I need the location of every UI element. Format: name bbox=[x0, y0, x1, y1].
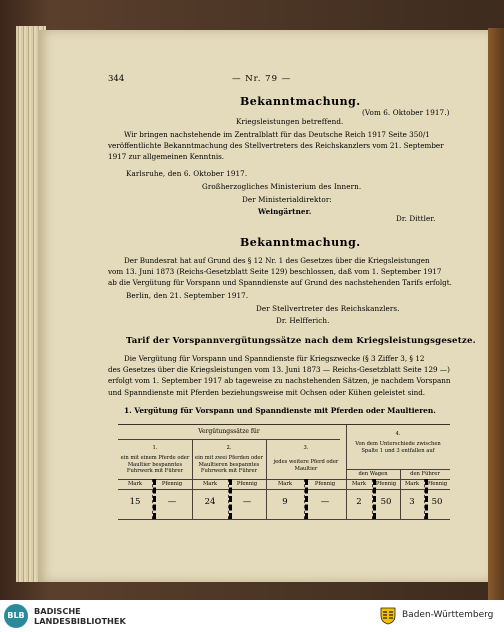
column-number: 4. bbox=[395, 431, 401, 437]
notice1-role: Der Ministerialdirektor: bbox=[242, 195, 332, 204]
unit-mark: Mark bbox=[202, 481, 218, 487]
column-label-line: Spalte 1 und 3 entfallen auf bbox=[361, 447, 435, 454]
notice2-signer: Dr. Helfferich. bbox=[276, 316, 330, 325]
notice2-body-line: Der Bundesrat hat auf Grund des § 12 Nr. 1 des Gesetzes über die Kriegsleistungen bbox=[124, 256, 430, 265]
notice1-body-line: veröffentlichte Bekanntmachung des Stellvertreters des Reichskanzlers vom 21. September bbox=[108, 141, 444, 151]
notice1-authority: Großherzogliches Ministerium des Innern. bbox=[202, 182, 362, 191]
tarif-title: Tarif der Vorspannvergütungssätze nach dem Kriegsleistungsgesetze. bbox=[126, 336, 476, 346]
blb-wordmark[interactable] bbox=[34, 606, 126, 626]
column-label-line: ein mit einem Pferde oder bbox=[120, 455, 190, 461]
notice2-title: Bekanntmachung. bbox=[240, 236, 361, 249]
notice1-subject: Kriegsleistungen betreffend. bbox=[236, 117, 344, 126]
value-c4a-mark: 2 bbox=[356, 497, 362, 507]
notice2-role: Der Stellvertreter des Reichskanzlers. bbox=[256, 304, 400, 313]
table-rule bbox=[118, 519, 450, 520]
column-sub-label: den Führer bbox=[410, 471, 440, 477]
unit-mark: Mark bbox=[277, 481, 293, 487]
table-rule bbox=[346, 469, 450, 470]
value-c1-mark: 15 bbox=[129, 497, 141, 507]
table-rule bbox=[118, 439, 340, 440]
column-label bbox=[192, 455, 266, 475]
page-header: — Nr. 79 — bbox=[232, 74, 292, 84]
notice1-body-line: Wir bringen nachstehende im Zentralblatt für das Deutsche Reich 1917 Seite 350/1 bbox=[124, 130, 430, 139]
book-cover-edge bbox=[488, 28, 504, 600]
page-number: 344 bbox=[108, 74, 125, 84]
value-c3-mark: 9 bbox=[282, 497, 288, 507]
tarif-body-line: Die Vergütung für Vorspann und Spanndienste für Kriegszwecke (§ 3 Ziffer 3, § 12 bbox=[124, 354, 425, 363]
unit-mark: Mark bbox=[404, 481, 420, 487]
notice1-date: (Vom 6. Oktober 1917.) bbox=[362, 108, 450, 117]
column-label-line: Maultieren bespanntes bbox=[198, 461, 260, 468]
tarif-body-line: des Gesetzes über die Kriegsleistungen vom 13. Juni 1873 — Reichs-Gesetzblatt Seite 129 —) bbox=[108, 365, 450, 375]
column-label bbox=[118, 455, 192, 475]
unit-pfennig: Pfennig bbox=[426, 481, 448, 487]
tarif-section-title: 1. Vergütung für Vorspann und Spanndienste mit Pferden oder Maultieren. bbox=[124, 406, 436, 415]
notice1-signer1: Weingärtner. bbox=[258, 207, 312, 216]
column-label-line: Fuhrwerk mit Führer bbox=[126, 468, 184, 475]
notice2-body-line: vom 13. Juni 1873 (Reichs-Gesetzblatt Seite 129) beschlossen, daß vom 1. September 1917 bbox=[108, 267, 442, 277]
notice1-body-line: 1917 zur allgemeinen Kenntnis. bbox=[108, 152, 225, 162]
column-label-line: Maultier bespanntes bbox=[127, 461, 183, 468]
notice2-body-line: ab die Vergütung für Vorspann und Spanndienste auf Grund des nachstehenden Tarifs erfolgt. bbox=[108, 278, 452, 288]
column-label bbox=[266, 459, 346, 472]
column-number: 1. bbox=[152, 445, 158, 451]
notice1-signer2: Dr. Dittler. bbox=[396, 214, 436, 223]
unit-pfennig: Pfennig bbox=[236, 481, 258, 487]
footer-bar bbox=[0, 600, 504, 632]
column-sub-label: den Wagen bbox=[358, 471, 388, 477]
tarif-body bbox=[108, 353, 451, 398]
column-label-line: ein mit zwei Pferden oder bbox=[195, 455, 263, 461]
column-label bbox=[346, 441, 450, 454]
unit-pfennig: Pfennig bbox=[375, 481, 397, 487]
unit-mark: Mark bbox=[127, 481, 143, 487]
unit-pfennig: Pfennig bbox=[314, 481, 336, 487]
value-c4b-mark: 3 bbox=[409, 497, 415, 507]
column-label-line: jedes weitere Pferd oder bbox=[273, 459, 339, 465]
value-c4a-pfennig: 50 bbox=[380, 497, 392, 507]
notice1-title: Bekanntmachung. bbox=[240, 95, 361, 108]
tarif-body-line: und Spanndienste mit Pferden beziehungsweise mit Ochsen oder Kühen geleistet sind. bbox=[108, 387, 426, 397]
column-label-line: Von dem Unterschiede zwischen bbox=[355, 441, 441, 447]
blb-logo-icon[interactable]: BLB bbox=[4, 604, 28, 628]
unit-mark: Mark bbox=[351, 481, 367, 487]
column-number: 3. bbox=[303, 445, 309, 451]
tarif-table bbox=[118, 424, 450, 518]
blb-line1: BADISCHE bbox=[34, 606, 81, 616]
value-c2-pfennig: — bbox=[242, 497, 252, 507]
value-c2-mark: 24 bbox=[204, 497, 216, 507]
column-number: 2. bbox=[226, 445, 232, 451]
table-group-header: Vergütungssätze für bbox=[198, 428, 260, 435]
notice2-place-date: Berlin, den 21. September 1917. bbox=[126, 291, 249, 300]
column-label-line: Fuhrwerk mit Führer bbox=[200, 468, 258, 475]
notice1-body bbox=[108, 129, 448, 163]
notice1-place-date: Karlsruhe, den 6. Oktober 1917. bbox=[126, 169, 248, 178]
value-c4b-pfennig: 50 bbox=[431, 497, 443, 507]
value-c1-pfennig: — bbox=[167, 497, 177, 507]
tarif-body-line: erfolgt vom 1. September 1917 ab tageweise zu nachstehenden Sätzen, je nachdem Vorspann bbox=[108, 376, 451, 386]
unit-pfennig: Pfennig bbox=[161, 481, 183, 487]
column-label-line: Maultier bbox=[294, 465, 318, 472]
bw-wordmark[interactable]: Baden-Württemberg bbox=[402, 610, 494, 620]
value-c3-pfennig: — bbox=[320, 497, 330, 507]
blb-line2: LANDESBIBLIOTHEK bbox=[34, 616, 126, 626]
notice2-body bbox=[108, 255, 452, 289]
bw-coat-of-arms-icon bbox=[380, 607, 396, 625]
